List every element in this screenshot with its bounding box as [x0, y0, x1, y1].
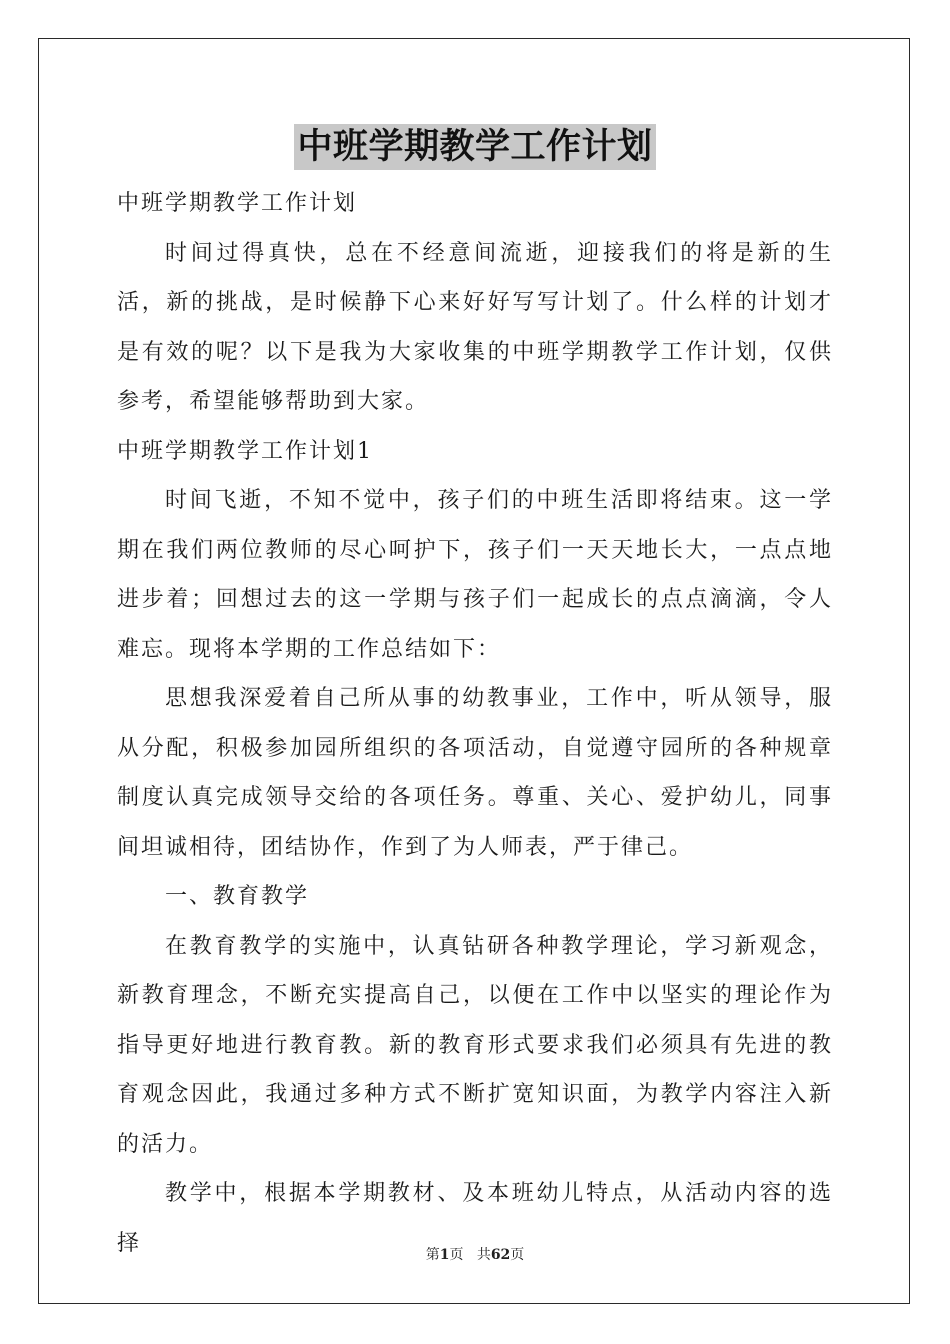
section-heading-1: 中班学期教学工作计划1 [117, 438, 373, 464]
total-suffix: 页 [510, 1247, 525, 1263]
body-paragraph: 思想我深爱着自己所从事的幼教事业，工作中，听从领导，服从分配，积极参加园所组织的各项活动，自觉遵守园所的各种规章制度认真完成领导交给的各项任务。尊重、关心、爱护幼儿，同事间坦诚相待，团结协作，作到了为人师表，严于律己。 [117, 686, 833, 860]
page-footer [0, 1246, 950, 1264]
body-paragraph: 教学中，根据本学期教材、及本班幼儿特点，从活动内容的选择 [117, 1181, 833, 1256]
subsection-heading: 一、教育教学 [165, 884, 310, 909]
total-prefix: 共 [476, 1247, 491, 1263]
body-paragraph: 时间飞逝，不知不觉中，孩子们的中班生活即将结束。这一学期在我们两位教师的尽心呵护下，孩子们一天天地长大，一点点地进步着；回想过去的这一学期与孩子们一起成长的点点滴滴，令人难忘。现将本学期的工作总结如下： [117, 488, 833, 662]
total-pages: 62 [490, 1247, 511, 1263]
subtitle-paragraph: 中班学期教学工作计划 [117, 191, 358, 216]
title-container [0, 124, 950, 170]
page-number: 1 [439, 1247, 450, 1263]
intro-paragraph: 时间过得真快，总在不经意间流逝，迎接我们的将是新的生活，新的挑战，是时候静下心来好好写写计划了。什么样的计划才是有效的呢？以下是我为大家收集的中班学期教学工作计划，仅供参考，希望能够帮助到大家。 [117, 240, 833, 414]
page-suffix: 页 [449, 1247, 464, 1263]
page-prefix: 第 [425, 1247, 440, 1263]
body-paragraph: 在教育教学的实施中，认真钻研各种教学理论，学习新观念，新教育理念，不断充实提高自己，以便在工作中以坚实的理论作为指导更好地进行教育教。新的教育形式要求我们必须具有先进的教育观念因此，我通过多种方式不断扩宽知识面，为教学内容注入新的活力。 [117, 933, 833, 1157]
document-title: 中班学期教学工作计划 [294, 124, 655, 170]
document-body [117, 179, 833, 1268]
